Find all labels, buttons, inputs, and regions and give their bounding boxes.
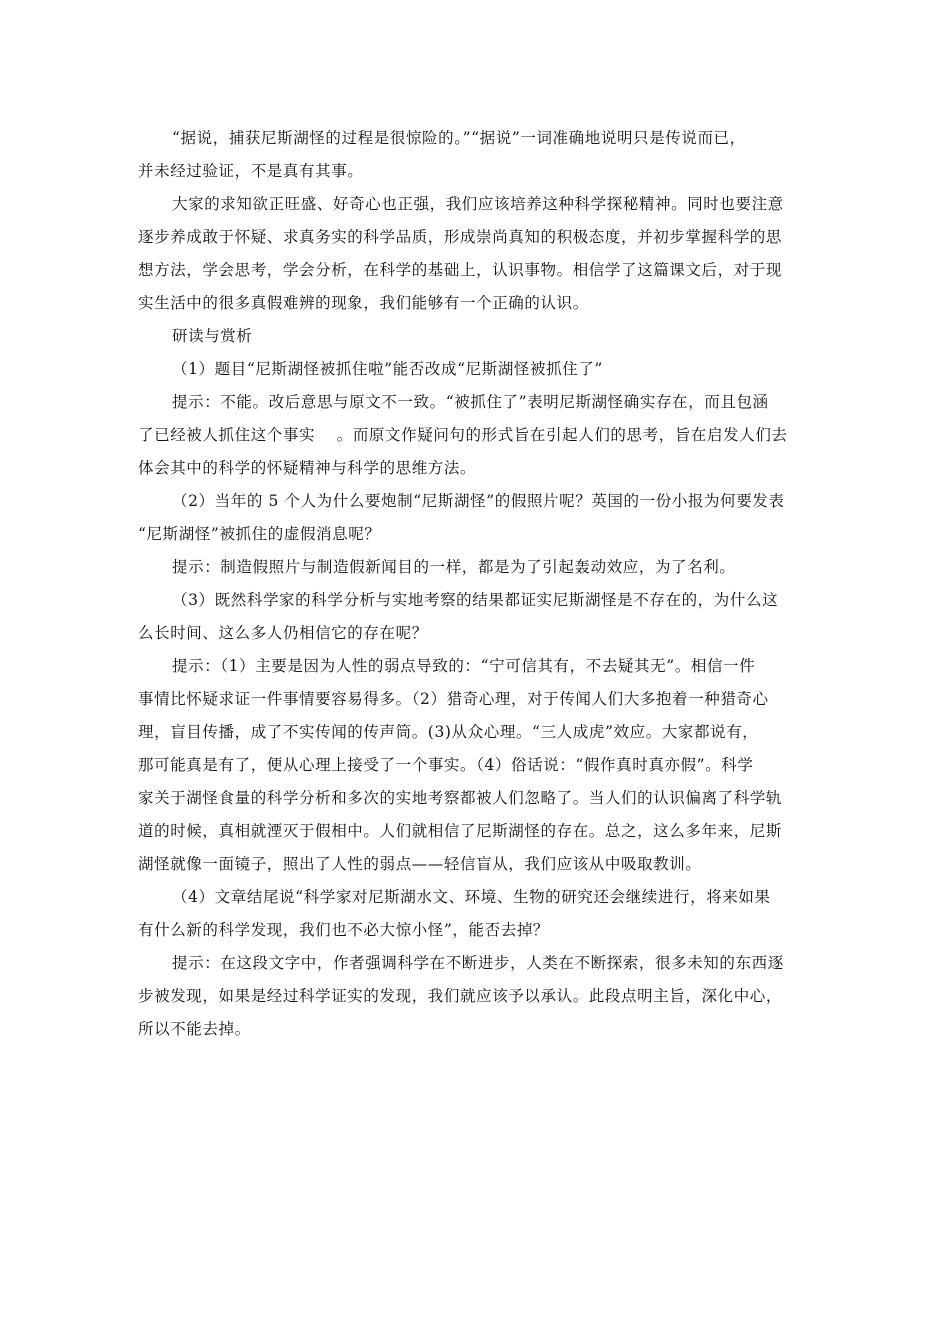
text-line: 提示：在这段文字中，作者强调科学在不断进步，人类在不断探索，很多未知的东西逐	[172, 954, 784, 972]
question-line: （4）文章结尾说“科学家对尼斯湖水文、环境、生物的研究还会继续进行，将来如果	[172, 888, 771, 906]
text-line: 理，盲目传播，成了不实传闻的传声筒。(3)从众心理。“三人成虎”效应。大家都说有，	[138, 723, 759, 741]
question-line: （1）题目“尼斯湖怪被抓住啦”能否改成“尼斯湖怪被抓住了”	[172, 360, 603, 378]
text-line: 事情比怀疑求证一件事情要容易得多。（2）猎奇心理，对于传闻人们大多抱着一种猎奇心	[138, 690, 769, 708]
text-line: “据说，捕获尼斯湖怪的过程是很惊险的。”“据说”一词准确地说明只是传说而已，	[172, 129, 746, 147]
text-line: 湖怪就像一面镜子，照出了人性的弱点——轻信盲从，我们应该从中吸取教训。	[138, 855, 702, 873]
text-line: 那可能真是有了，便从心理上接受了一个事实。（4）俗话说：“假作真时真亦假”。科学	[138, 756, 754, 774]
text-line: 了已经被人抓住这个事实 。而原文作疑问句的形式旨在引起人们的思考，旨在启发人们去	[138, 426, 788, 444]
text-line: 大家的求知欲正旺盛、好奇心也正强，我们应该培养这种科学探秘精神。同时也要注意	[172, 195, 784, 213]
text-line: 逐步养成敢于怀疑、求真务实的科学品质，形成崇尚真知的积极态度，并初步掌握科学的思	[138, 228, 783, 246]
text-line: “尼斯湖怪”被抓住的虚假消息呢？	[138, 525, 381, 543]
question-line: （2）当年的 5 个人为什么要炮制“尼斯湖怪”的假照片呢？英国的一份小报为何要发表	[172, 492, 785, 510]
text-line: 提示：制造假照片与制造假新闻目的一样，都是为了引起轰动效应，为了名利。	[172, 558, 736, 576]
text-line: 步被发现，如果是经过科学证实的发现，我们就应该予以承认。此段点明主旨，深化中心，	[138, 987, 783, 1005]
text-line: 道的时候，真相就湮灭于假相中。人们就相信了尼斯湖怪的存在。总之，这么多年来，尼斯	[138, 822, 783, 840]
text-line: 提示：不能。改后意思与原文不一致。“被抓住了”表明尼斯湖怪确实存在，而且包涵	[172, 393, 769, 411]
text-line: 体会其中的科学的怀疑精神与科学的思维方法。	[138, 459, 477, 477]
text-line: 想方法，学会思考，学会分析，在科学的基础上，认识事物。相信学了这篇课文后，对于现	[138, 261, 783, 279]
text-line: 提示：（1）主要是因为人性的弱点导致的：“宁可信其有，不去疑其无”。相信一件	[172, 657, 756, 675]
section-heading: 研读与赏析	[172, 327, 253, 345]
text-line: 家关于湖怪食量的科学分析和多次的实地考察都被人们忽略了。当人们的认识偏离了科学轨	[138, 789, 783, 807]
document-page	[138, 122, 814, 1046]
text-line: 所以不能去掉。	[138, 1020, 251, 1038]
text-line: 有什么新的科学发现，我们也不必大惊小怪”，能否去掉？	[138, 921, 550, 939]
text-line: 么长时间、这么多人仍相信它的存在呢？	[138, 624, 428, 642]
text-line: 并未经过验证，不是真有其事。	[138, 162, 364, 180]
question-line: （3）既然科学家的科学分析与实地考察的结果都证实尼斯湖怪是不存在的，为什么这	[172, 591, 779, 609]
text-line: 实生活中的很多真假难辨的现象，我们能够有一个正确的认识。	[138, 294, 589, 312]
